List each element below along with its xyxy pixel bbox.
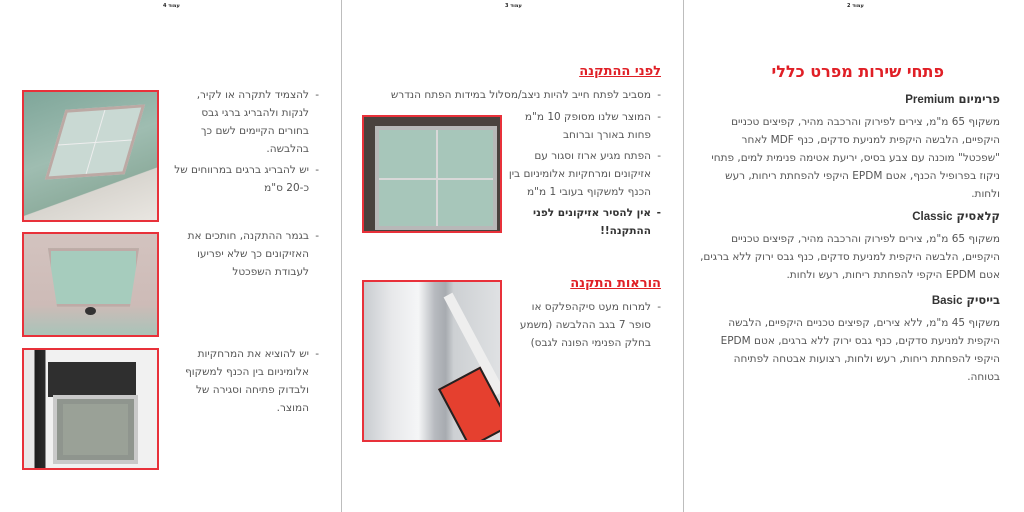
section-heading-basic [932, 293, 1000, 307]
section-text-basic: משקוף 45 מ"מ, ללא צירים, קפיצים טכניים היקפיים, הלבשה היקפית למניעת סדקים, כנף גבס ירוק ללא ברגים, אטם EPDM היקפי להפחתת ריחות, רעש ולחות, רצועות אבטחה לפתיחה בטוחה. [720, 317, 1000, 383]
before-install-title: לפני ההתקנה [579, 64, 661, 79]
step-item: - להצמיד לתקרה או לקיר, לנקות ולהבריג ברגי גבס בחורים הקיימים לשם כך בהלבשה. [169, 86, 319, 158]
step-list-3 [169, 345, 319, 420]
ceiling-panel-finished-photo [22, 232, 159, 337]
step-item: - בגמר ההתקנה, חותכים את האזיקונים כך שלא יפריעו לעבודת השפכטל [169, 227, 319, 281]
bullet-item: - הפתח מגיע ארוז וסגור עם אזיקונים ומרחקיות אלומיניום בין הכנף למשקוף בעובי 1 מ"מ [506, 147, 661, 201]
page-2 [684, 0, 1024, 512]
page-number: עמוד 2 [847, 3, 864, 9]
heading-he: בייסיק [966, 293, 1000, 307]
before-bullets [506, 108, 661, 243]
section-heading-classic [912, 209, 1000, 223]
access-panel-frame-photo [362, 115, 502, 233]
step-item: - יש להבריג ברגים במרווחים של כ-20 ס"מ [169, 161, 319, 197]
heading-en: Classic [912, 211, 953, 223]
warning-bullet: - אין להסיר אזיקונים לפני ההתקנה!! [506, 204, 661, 240]
step-list-1 [169, 86, 319, 200]
panel-open-photo [22, 348, 159, 470]
bullet-item: - מסביב לפתח חייב להיות ניצב/מסלול במידות הפתח הנדרש [361, 86, 661, 104]
page-title: פתחי שירות מפרט כללי [771, 62, 944, 81]
ceiling-panel-mounted-photo [22, 90, 159, 222]
section-text-classic: משקוף 65 מ"מ, צירים לפירוק והרכבה מהיר, קפיצים טכניים היקפיים, הלבשה היקפית למניעת סדקים, כנף גבס ירוק ללא ברגים, אטם EPDM היקפי להפחתת ריחות, רעש ולחות. [700, 233, 1000, 281]
section-heading-premium [905, 92, 1000, 106]
bullet-item: - המוצר שלנו מסופק 10 מ"מ פחות באורך וברוחב [506, 108, 661, 144]
section-text-premium: משקוף 65 מ"מ, צירים לפירוק והרכבה מהיר, קפיצים טכניים היקפיים, הלבשה היקפית למניעת סדקים, כנף MDF לאחר "שפכטל" מוכנה עם צבע בסיס, יריעת אטימה פנימית למים, פתחי ניקוז בפרופיל הכנף, אטם EPDM היקפי להפחתת ריחות, רעש ולחות. [711, 116, 1000, 200]
page-4 [0, 0, 341, 512]
heading-en: Basic [931, 295, 963, 307]
install-instructions-title: הוראות התקנה [570, 276, 661, 291]
before-intro-list [361, 86, 661, 107]
page-number: עמוד 4 [163, 3, 180, 9]
bullet-item: - למרוח מעט סיקהפלקס או סופר 7 בגב ההלבשה (משמע בחלק הפנימי הפונה לגבס) [516, 298, 661, 352]
heading-he: קלאסיק [956, 209, 1000, 223]
install-bullets [516, 298, 661, 355]
heading-en: Premium [905, 94, 955, 106]
page-number: עמוד 3 [505, 3, 522, 9]
sealant-application-photo [362, 280, 502, 442]
page-3 [342, 0, 683, 512]
step-item: - יש להוציא את המרחקיות אלומיניום בין הכנף למשקוף ולבדוק פתיחה וסגירה של המוצר. [169, 345, 319, 417]
step-list-2 [169, 227, 319, 284]
heading-he: פרימיום [958, 92, 1000, 106]
